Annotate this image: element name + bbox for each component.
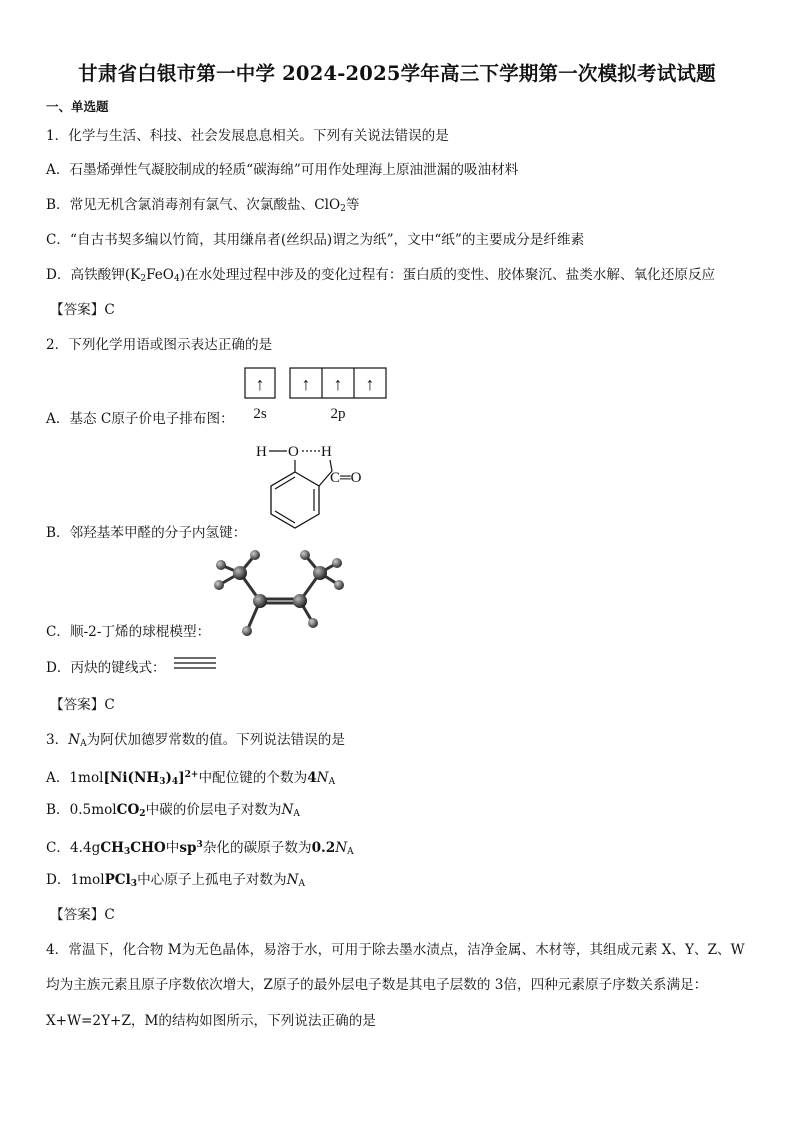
question-4-line-2: 均为主族元素且原子序数依次增大，Z原子的最外层电子数是其电子层数的 3倍，四种元素原子序数关系满足： (46, 977, 708, 993)
subscript: A (80, 739, 87, 749)
option-text: 等 (345, 197, 360, 213)
atom-co: C═O (330, 470, 362, 486)
subscript: A (293, 809, 300, 819)
stem-text: 为阿伏加德罗常数的值。下列说法错误的是 (86, 732, 345, 748)
orbital-arrow-2p-3: ↑ (365, 374, 375, 394)
option-text: D．高铁酸钾(K (46, 267, 141, 283)
subscript: A (328, 777, 336, 787)
orbital-arrow-2s: ↑ (255, 374, 265, 394)
question-2-stem: 2．下列化学用语或图示表达正确的是 (46, 337, 273, 353)
hybridization: $sp^3$ (179, 840, 203, 856)
orbital-label-2s: 2s (253, 406, 267, 422)
value: 4 (307, 770, 317, 786)
question-3-option-a (46, 766, 335, 791)
formula: $CO_2$ (116, 802, 146, 819)
atom-h2: H (321, 444, 332, 460)
question-1-option-d (46, 266, 715, 288)
question-2-option-c: C．顺-2-丁烯的球棍模型： (46, 624, 211, 640)
cis-2-butene-model (205, 545, 350, 640)
question-3-answer: 【答案】C (50, 907, 115, 923)
option-text: B．0.5mol (46, 802, 117, 818)
na-symbol: N (335, 840, 348, 856)
subscript: 2 (340, 204, 346, 214)
formula: $CH_3CHO$ (100, 840, 166, 857)
question-1-stem: 1．化学与生活、科技、社会发展息息相关。下列有关说法错误的是 (46, 128, 449, 144)
question-2-option-a: A．基态 C原子价电子排布图： (46, 411, 234, 427)
question-1-option-a: A．石墨烯弹性气凝胶制成的轻质“碳海绵”可用作处理海上原油泄漏的吸油材料 (46, 162, 519, 178)
complex-ion: $[Ni(NH_3)_4]^{2+}$ (103, 770, 199, 787)
question-4-line-3: X+W=2Y+Z，M的结构如图所示，下列说法正确的是 (46, 1013, 376, 1029)
atom-o1: O (288, 444, 299, 460)
question-1-option-c: C．“自古书契多编以竹简，其用缣帛者(丝织品)谓之为纸”，文中“纸”的主要成分是纤维素 (46, 232, 585, 248)
subscript: A (347, 847, 354, 857)
propyne-line-formula (172, 655, 218, 671)
question-2-answer: 【答案】C (50, 697, 115, 713)
option-text: 杂化的碳原子数为 (202, 840, 312, 856)
na-symbol: N (68, 732, 81, 748)
option-text: B．常见无机含氯消毒剂有氯气、次氯酸盐、ClO (46, 197, 341, 213)
na-symbol: N (316, 770, 329, 786)
option-text: 中碳的价层电子对数为 (145, 802, 282, 818)
na-symbol: N (281, 802, 294, 818)
option-text: D．1mol (46, 872, 105, 888)
na-symbol: N (286, 872, 299, 888)
orbital-label-2p: 2p (330, 406, 346, 422)
orbital-diagram (240, 366, 390, 424)
question-3-option-d (46, 871, 305, 893)
option-text: FeO (146, 267, 174, 283)
question-3-option-b (46, 801, 300, 823)
orbital-arrow-2p-2: ↑ (333, 374, 343, 394)
option-text: 中心原子上孤电子对数为 (137, 872, 287, 888)
question-4-line-1: 4．常温下，化合物 M为无色晶体，易溶于水，可用于除去墨水渍点，洁净金属、木材等，其组成元素 X、Y、Z、W (46, 942, 745, 958)
formula: PCl$_3$ (104, 872, 138, 889)
atom-h1: H (256, 444, 267, 460)
subscript: 2 (140, 274, 147, 284)
subscript: A (298, 879, 305, 889)
question-2-option-b: B．邻羟基苯甲醛的分子内氢键： (46, 525, 247, 541)
option-text: C．4.4g (46, 840, 101, 856)
option-text: 中配位键的个数为 (198, 770, 308, 786)
page-title: 甘肃省白银市第一中学 2024-2025学年高三下学期第一次模拟考试试题 (78, 62, 716, 85)
value: 0.2 (311, 840, 336, 856)
orbital-arrow-2p-1: ↑ (301, 374, 311, 394)
section-heading: 一、单选题 (46, 99, 109, 114)
subscript: 4 (173, 274, 180, 284)
option-text: )在水处理过程中涉及的变化过程有：蛋白质的变性、胶体聚沉、盐类水解、氧化还原反应 (179, 267, 716, 283)
question-1-option-b (46, 196, 360, 218)
question-3-option-c (46, 836, 354, 861)
option-text: A．1mol (46, 770, 104, 786)
salicylaldehyde-structure (250, 438, 390, 538)
question-2-option-d: D．丙炔的键线式： (46, 660, 166, 676)
question-3-stem: 3．$N_A$为阿伏加德罗常数的值。下列说法错误的是 (46, 732, 345, 749)
option-text: 中 (165, 840, 180, 856)
question-1-answer: 【答案】C (50, 302, 115, 318)
